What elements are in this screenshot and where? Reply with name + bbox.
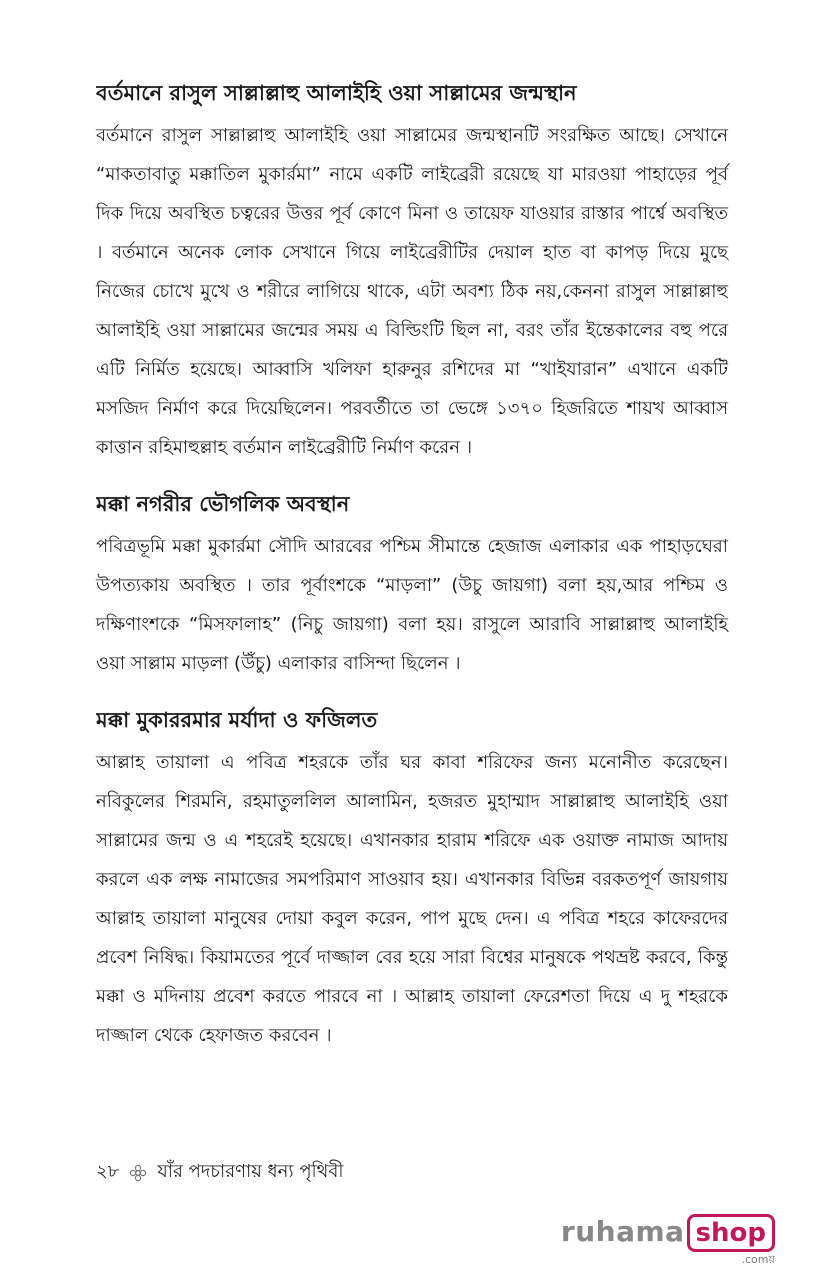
- brand-shop-block: [685, 1212, 775, 1267]
- page-footer: [96, 1158, 344, 1186]
- section-body-geography: পবিত্রভূমি মক্কা মুকার্রমা সৌদি আরবের পশ্চিম সীমান্তে হেজাজ এলাকার এক পাহাড়ঘেরা উপত্যকায় অবস্থিত । তার পূর্বাংশকে “মাড়লা” (উচু জায়গা) বলা হয়,আর পশ্চিম ও দক্ষিণাংশকে “মিসফালাহ” (নিচু জায়গা) বলা হয়। রাসুলে আরাবি সাল্লাল্লাহু আলাইহি ওয়া সাল্লাম মাড়লা (উঁচু) এলাকার বাসিন্দা ছিলেন ।: [96, 536, 728, 674]
- brand-name: ruhama: [560, 1215, 685, 1248]
- page-content: [96, 78, 728, 1077]
- section-body-birthplace: বর্তমানে রাসুল সাল্লাল্লাহু আলাইহি ওয়া সাল্লামের জন্মস্থানটি সংরক্ষিত আছে। সেখানে “মাকতাবাতু মক্কাতিল মুকার্রমা” নামে একটি লাইব্রেরী রয়েছে যা মারওয়া পাহাড়ের পূর্ব দিক দিয়ে অবস্থিত চত্বরের উত্তর পূর্ব কোণে মিনা ও তায়েফ যাওয়ার রাস্তার পার্শ্বে অবস্থিত । বর্তমানে অনেক লোক সেখানে গিয়ে লাইব্রেরীটির দেয়াল হাত বা কাপড় দিয়ে মুছে নিজের চোখে মুখে ও শরীরে লাগিয়ে থাকে, এটা অবশ্য ঠিক নয়,কেননা রাসুল সাল্লাল্লাহু আলাইহি ওয়া সাল্লামের জন্মের সময় এ বিল্ডিংটি ছিল না, বরং তাঁর ইন্তেকালের বহু পরে এটি নির্মিত হয়েছে। আব্বাসি খলিফা হারুনুর রশিদের মা “খাইযারান” এখানে একটি মসজিদ নির্মাণ করে দিয়েছিলেন। পরবর্তীতে তা ভেঙ্গে ১৩৭০ হিজরিতে শায়খ আব্বাস কাত্তান রহিমাহুল্লাহ বর্তমান লাইব্রেরীটি নির্মাণ করেন ।: [96, 125, 728, 458]
- flower-ornament-icon: [129, 1163, 147, 1181]
- section-heading-geography: মক্কা নগরীর ভৌগলিক অবস্থান: [96, 492, 350, 516]
- brand-domain: .comয়: [741, 1253, 775, 1266]
- page-number: ২৮: [96, 1161, 120, 1182]
- section-heading-birthplace: বর্তমানে রাসুল সাল্লাল্লাহু আলাইহি ওয়া সাল্লামের জন্মস্থান: [96, 81, 577, 105]
- book-title: যাঁর পদচারণায় ধন্য পৃথিবী: [157, 1161, 344, 1182]
- publisher-watermark: [561, 1212, 775, 1267]
- section-body-virtues: আল্লাহ তায়ালা এ পবিত্র শহরকে তাঁর ঘর কাবা শরিফের জন্য মনোনীত করেছেন। নবিকুলের শিরমনি, রহমাতুললিল আলামিন, হজরত মুহাম্মাদ সাল্লাল্লাহু আলাইহি ওয়া সাল্লামের জন্ম ও এ শহরেই হয়েছে। এখানকার হারাম শরিফে এক ওয়াক্ত নামাজ আদায় করলে এক লক্ষ নামাজের সমপরিমাণ সাওয়াব হয়। এখানকার বিভিন্ন বরকতপূর্ণ জায়গায় আল্লাহ তায়ালা মানুষের দোয়া কবুল করেন, পাপ মুছে দেন। এ পবিত্র শহরে কাফেরদের প্রবেশ নিষিদ্ধ। কিয়ামতের পূর্বে দাজ্জাল বের হয়ে সারা বিশ্বের মানুষকে পথভ্রষ্ট করবে, কিন্তু মক্কা ও মদিনায় প্রবেশ করতে পারবে না । আল্লাহ তায়ালা ফেরেশতা দিয়ে এ দু শহরকে দাজ্জাল থেকে হেফাজত করবেন ।: [96, 752, 728, 1046]
- brand-shop-badge: shop: [687, 1214, 775, 1252]
- section-heading-virtues: মক্কা মুকাররমার মর্যাদা ও ফজিলত: [96, 708, 378, 732]
